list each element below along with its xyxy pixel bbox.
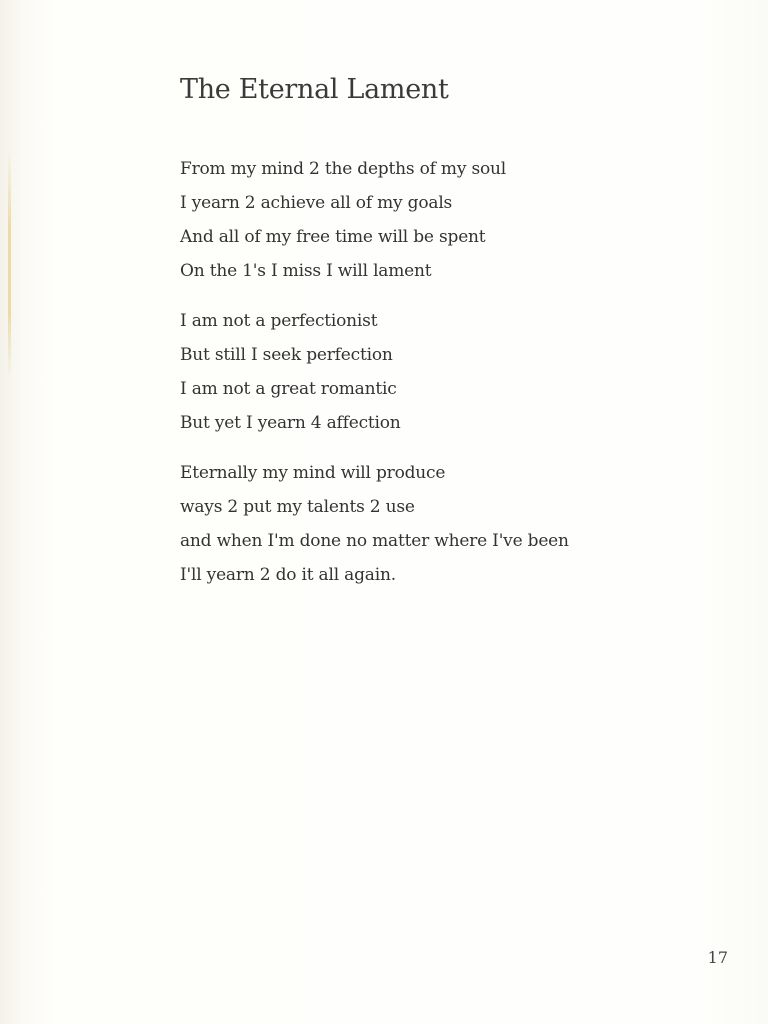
poem-line: On the 1's I miss I will lament [180,261,432,281]
poem-line: From my mind 2 the depths of my soul [180,159,507,179]
poem-line: I am not a great romantic [180,379,397,399]
poem-line: ways 2 put my talents 2 use [180,497,415,517]
poem-line: I'll yearn 2 do it all again. [180,565,396,585]
poem-line: I am not a perfectionist [180,311,378,331]
poem-title: The Eternal Lament [180,74,449,105]
poem-line: But yet I yearn 4 affection [180,413,401,433]
poem-line: And all of my free time will be spent [180,227,486,247]
binding-shadow [8,150,11,380]
stanza-2 [180,304,740,440]
poem-line: But still I seek perfection [180,345,393,365]
poem-line: Eternally my mind will produce [180,463,446,483]
poem-body [180,152,740,608]
poem-line: I yearn 2 achieve all of my goals [180,193,453,213]
stanza-3 [180,456,740,592]
page-number: 17 [707,948,728,967]
poem-line: and when I'm done no matter where I've been [180,531,569,551]
stanza-1 [180,152,740,288]
